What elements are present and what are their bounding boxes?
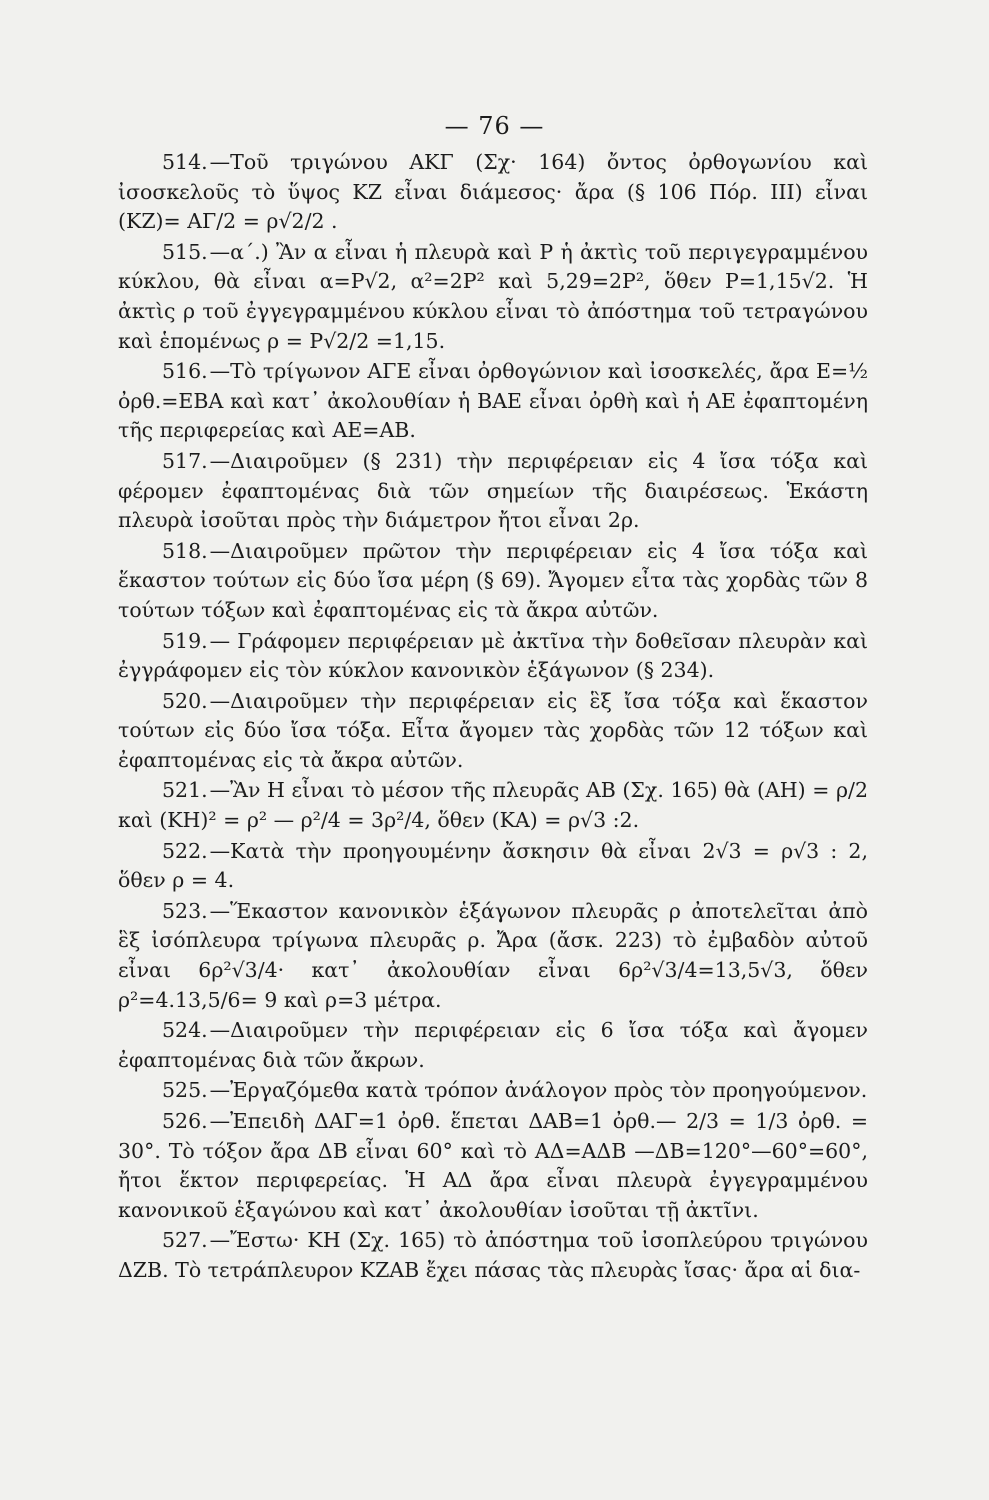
paragraph-517: [118, 447, 868, 536]
paragraph-text: —Ἕκαστον κανονικὸν ἑξάγωνον πλευρᾶς ρ ἀποτελεῖται ἀπὸ ἓξ ἰσόπλευρα τρίγωνα πλευρᾶς ρ. Ἄρα (ἄσκ. 223) τὸ ἐμβαδὸν αὐτοῦ εἶναι 6ρ²√3/4· κατ᾿ ἀκολουθίαν εἶναι 6ρ²√3/4=13,5√3, ὅθεν ρ²=4.13,5/6= 9 καὶ ρ=3 μέτρα.: [118, 898, 868, 1012]
exercise-number: 518.: [162, 538, 208, 563]
paragraph-514: [118, 148, 868, 237]
exercise-number: 521.: [162, 778, 208, 803]
paragraph-518: [118, 537, 868, 626]
exercise-number: 525.: [162, 1078, 208, 1103]
paragraph-523: [118, 897, 868, 1015]
paragraph-text: —Τὸ τρίγωνον ΑΓΕ εἶναι ὀρθογώνιον καὶ ἰσοσκελές, ἄρα Ε=½ ὀρθ.=ΕΒΑ καὶ κατ᾿ ἀκολουθίαν ἡ ΒΑΕ εἶναι ὀρθὴ καὶ ἡ ΑΕ ἐφαπτομένη τῆς περιφερείας καὶ ΑΕ=ΑΒ.: [118, 359, 868, 443]
paragraph-text: —Διαιροῦμεν τὴν περιφέρειαν εἰς ἓξ ἴσα τόξα καὶ ἕκαστον τούτων εἰς δύο ἴσα τόξα. Εἶτα ἄγομεν τὰς χορδὰς τῶν 12 τόξων καὶ ἐφαπτομένας εἰς τὰ ἄκρα αὐτῶν.: [118, 688, 868, 772]
exercise-number: 517.: [162, 448, 208, 473]
paragraph-524: [118, 1016, 868, 1075]
paragraph-text: —Τοῦ τριγώνου ΑΚΓ (Σχ· 164) ὄντος ὀρθογωνίου καὶ ἰσοσκελοῦς τὸ ὕψος ΚΖ εἶναι διάμεσος· ἄρα (§ 106 Πόρ. ΙΙΙ) εἶναι (ΚΖ)= ΑΓ/2 = ρ√2/2 .: [118, 150, 868, 234]
paragraph-521: [118, 776, 868, 835]
paragraph-text: —Ἂν Η εἶναι τὸ μέσον τῆς πλευρᾶς ΑΒ (Σχ. 165) θὰ (ΑΗ) = ρ/2 καὶ (ΚΗ)² = ρ² — ρ²/4 = 3ρ²/4, ὅθεν (ΚΑ) = ρ√3 :2.: [118, 778, 868, 833]
paragraph-525: [118, 1076, 868, 1106]
paragraph-516: [118, 357, 868, 446]
paragraph-text: —α΄.) Ἂν α εἶναι ἡ πλευρὰ καὶ Ρ ἡ ἀκτὶς τοῦ περιγεγραμμένου κύκλου, θὰ εἶναι α=Ρ√2, α²=2Ρ² καὶ 5,29=2Ρ², ὅθεν Ρ=1,15√2. Ἡ ἀκτὶς ρ τοῦ ἐγγεγραμμένου κύκλου εἶναι τὸ ἀπόστημα τοῦ τετραγώνου καὶ ἑπομένως ρ = Ρ√2/2 =1,15.: [118, 239, 868, 353]
solutions-text: [118, 148, 868, 1287]
paragraph-519: [118, 627, 868, 686]
paragraph-text: —Ἐπειδὴ ΔΑΓ=1 ὀρθ. ἕπεται ΔΑΒ=1 ὀρθ.— 2/3 = 1/3 ὀρθ. = 30°. Τὸ τόξον ἄρα ΔΒ εἶναι 60° καὶ τὸ ΑΔ=ΑΔΒ —ΔΒ=120°—60°=60°, ἤτοι ἕκτον περιφερείας. Ἡ ΑΔ ἄρα εἶναι πλευρὰ ἐγγεγραμμένου κανονικοῦ ἑξαγώνου καὶ κατ᾿ ἀκολουθίαν ἰσοῦται τῇ ἀκτῖνι.: [118, 1109, 868, 1222]
paragraph-527: [118, 1226, 868, 1285]
exercise-number: 515.: [162, 239, 208, 264]
page-number: — 76 —: [444, 112, 545, 140]
paragraph-text: —Ἔστω· ΚΗ (Σχ. 165) τὸ ἀπόστημα τοῦ ἰσοπλεύρου τριγώνου ΔΖΒ. Τὸ τετράπλευρον ΚΖΑΒ ἔχει πάσας τὰς πλευρὰς ἴσας· ἄρα αἱ δια-: [118, 1228, 868, 1282]
exercise-number: 524.: [162, 1018, 208, 1043]
exercise-number: 520.: [162, 688, 208, 713]
exercise-number: 523.: [162, 898, 208, 923]
paragraph-text: —Διαιροῦμεν (§ 231) τὴν περιφέρειαν εἰς 4 ἴσα τόξα καὶ φέρομεν ἐφαπτομένας διὰ τῶν σημείων τῆς διαιρέσεως. Ἑκάστη πλευρὰ ἰσοῦται πρὸς τὴν διάμετρον ἤτοι εἶναι 2ρ.: [118, 448, 868, 533]
exercise-number: 526.: [162, 1109, 208, 1133]
paragraph-522: [118, 837, 868, 896]
exercise-number: 522.: [162, 838, 208, 863]
paragraph-text: —Ἐργαζόμεθα κατὰ τρόπον ἀνάλογον πρὸς τὸν προηγούμενον.: [209, 1078, 868, 1103]
paragraph-text: — Γράφομεν περιφέρειαν μὲ ἀκτῖνα τὴν δοθεῖσαν πλευρὰν καὶ ἐγγράφομεν εἰς τὸν κύκλον κανονικὸν ἑξάγωνον (§ 234).: [118, 628, 868, 683]
paragraph-526: [118, 1107, 868, 1225]
exercise-number: 527.: [162, 1228, 208, 1253]
paragraph-515: [118, 238, 868, 356]
exercise-number: 514.: [162, 150, 208, 174]
paragraph-text: —Κατὰ τὴν προηγουμένην ἄσκησιν θὰ εἶναι 2√3 = ρ√3 : 2, ὅθεν ρ = 4.: [118, 838, 868, 893]
paragraph-520: [118, 687, 868, 776]
paragraph-text: —Διαιροῦμεν τὴν περιφέρειαν εἰς 6 ἴσα τόξα καὶ ἄγομεν ἐφαπτομένας διὰ τῶν ἄκρων.: [118, 1018, 868, 1072]
exercise-number: 519.: [162, 628, 208, 653]
exercise-number: 516.: [162, 359, 208, 384]
paragraph-text: —Διαιροῦμεν πρῶτον τὴν περιφέρειαν εἰς 4 ἴσα τόξα καὶ ἕκαστον τούτων εἰς δύο ἴσα μέρη (§ 69). Ἄγομεν εἶτα τὰς χορδὰς τῶν 8 τούτων τόξων καὶ ἐφαπτομένας εἰς τὰ ἄκρα αὐτῶν.: [118, 538, 868, 622]
